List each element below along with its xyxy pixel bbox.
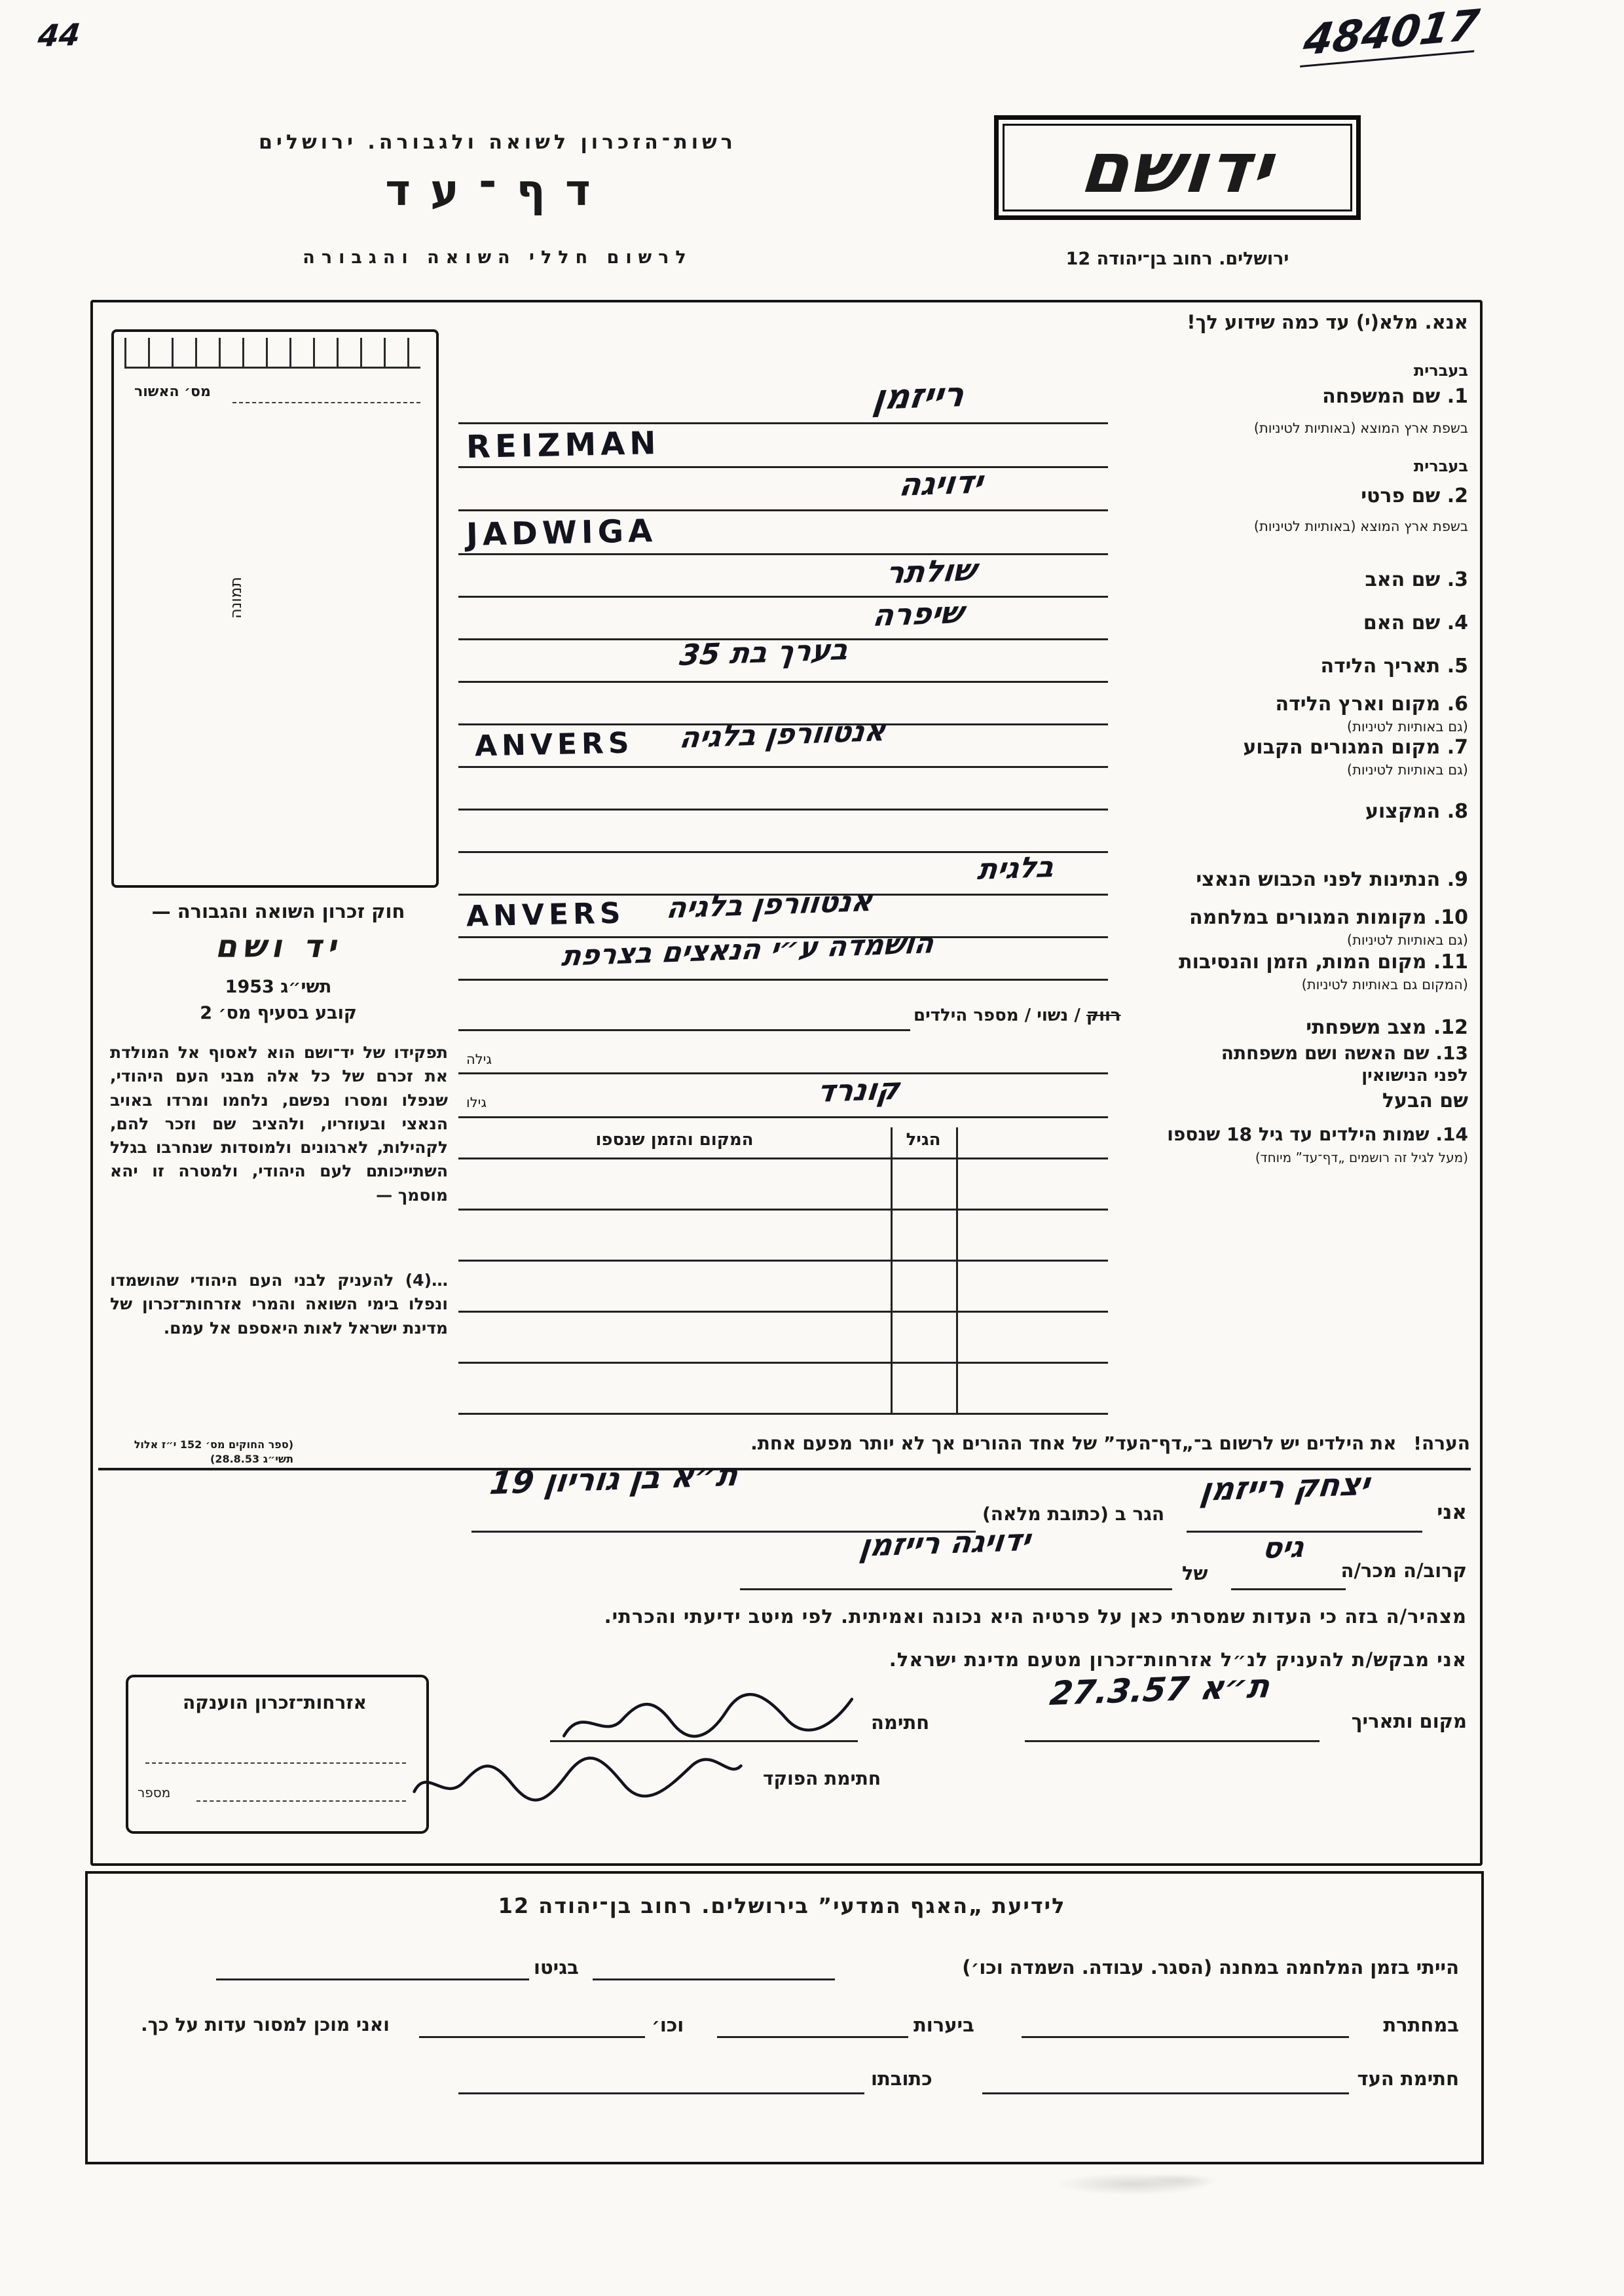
- label-children: 14. שמות הילדים עד גיל 18 שנספו: [1167, 1123, 1468, 1145]
- table-divider-2: [956, 1127, 958, 1413]
- sublabel-first-name: בשפת ארץ המוצא (באותיות לטיניות): [1253, 519, 1468, 534]
- form-subtitle: לרשום חללי השואה והגבורה: [303, 247, 693, 268]
- table-divider-1: [891, 1127, 893, 1413]
- line-wife-name: [458, 1072, 1108, 1074]
- form-title: דף־עד: [385, 165, 610, 215]
- label-death-place: 11. מקום המות, הזמן והנסיבות: [1179, 951, 1468, 974]
- sublabel-children: (מעל לגיל זה רושמים „דף־עד” מיוחד): [1255, 1150, 1468, 1165]
- sublabel-residence: (גם באותיות לטיניות): [1346, 762, 1468, 778]
- etc-line: [419, 2036, 645, 2038]
- label-father-name: 3. שם האב: [1365, 568, 1468, 591]
- residence-heb-value: אנטוורפן בלגיה: [678, 714, 888, 755]
- line-family-name-lat: [458, 466, 1108, 468]
- line-father-name: [458, 596, 1108, 598]
- line-profession: [458, 809, 1108, 811]
- wartime-residence-heb-value: אנטוורפן בלגיה: [665, 884, 875, 925]
- line-birth-date: [458, 681, 1108, 683]
- forests-label: ביערות: [913, 2014, 974, 2036]
- label-hebrew-1: בעברית: [1413, 361, 1468, 380]
- signature-label: חתימה: [871, 1711, 930, 1734]
- line-husband-name: [458, 1116, 1108, 1118]
- sublabel-birth-place: (גם באותיות לטיניות): [1346, 719, 1468, 735]
- option-separator-2: /: [1024, 1006, 1031, 1025]
- family-name-lat-value: REIZMAN: [466, 424, 661, 466]
- tick-marks: [124, 338, 420, 369]
- his-age-label: גילו: [466, 1095, 487, 1110]
- subject-name-line: [740, 1588, 1172, 1590]
- marital-status-options: [913, 1006, 1121, 1025]
- declarant-address-value: ת״א בן גוריון 19: [488, 1456, 741, 1502]
- husband-name-value: קונרד: [815, 1070, 902, 1109]
- mother-name-value: שיפרה: [871, 594, 966, 633]
- camp-label: הייתי בזמן המלחמה במחנה (הסגר. עבודה. השמדה וכו׳): [962, 1956, 1459, 1978]
- relation-line: [1231, 1588, 1346, 1590]
- header-address: ירושלים. רחוב בן־יהודה 12: [1065, 249, 1289, 269]
- label-first-name: 2. שם פרטי: [1361, 484, 1468, 507]
- label-family-name: 1. שם המשפחה: [1322, 385, 1468, 408]
- label-mother-name: 4. שם האם: [1363, 611, 1468, 634]
- first-name-heb-value: ידויגה: [897, 464, 986, 503]
- underground-line: [1022, 2036, 1349, 2038]
- citizenship-request: אני מבקש/ת להעניק לנ״ל אזרחות־זכרון מטעם מדינת ישראל.: [889, 1649, 1467, 1671]
- citizenship-number-label: מספר: [138, 1785, 171, 1800]
- etc-label: וכו׳: [652, 2014, 684, 2036]
- declarant-name-value: יצחק רייזמן: [1198, 1465, 1372, 1508]
- line-first-name-lat: [458, 553, 1108, 555]
- table-line: [458, 1311, 1108, 1313]
- wartime-residence-lat-value: ANVERS: [466, 896, 626, 934]
- birth-date-value: בערך בת 35: [678, 632, 850, 672]
- of-label: של: [1182, 1562, 1208, 1584]
- first-name-lat-value: JADWIGA: [466, 512, 657, 554]
- sublabel-death-place: (המקום גם באותיות לטיניות): [1301, 977, 1468, 993]
- option-separator: /: [1074, 1006, 1080, 1025]
- line-first-name-heb: [458, 509, 1108, 511]
- subject-name-value: ידויגה רייזמן: [858, 1522, 1033, 1563]
- ghetto-label: בגיטו: [534, 1956, 579, 1978]
- logo-text: ידושם: [1077, 127, 1278, 208]
- table-line: [458, 1260, 1108, 1262]
- relation-value: גיס: [1261, 1530, 1306, 1565]
- note-text: את הילדים יש לרשום ב־„דף־העד” של אחד ההורים אך לא יותר מפעם אחת.: [750, 1432, 1397, 1454]
- approval-number-line: [232, 402, 420, 403]
- witness-signature-line: [982, 2092, 1349, 2094]
- relation-label: קרוב/ה מכר/ה: [1340, 1559, 1467, 1582]
- forests-line: [717, 2036, 908, 2038]
- table-line: [458, 1209, 1108, 1211]
- clerk-signature-label: חתימת הפוקד: [763, 1768, 881, 1789]
- table-line: [458, 1413, 1108, 1415]
- residence-lat-value: ANVERS: [474, 726, 635, 763]
- option-single: רווק: [1086, 1006, 1121, 1025]
- yad-vashem-logo: [994, 115, 1361, 220]
- declarant-i-label: אני: [1437, 1501, 1467, 1524]
- label-birth-date: 5. תאריך הלידה: [1320, 655, 1468, 678]
- sublabel-wartime-residence: (גם באותיות לטיניות): [1346, 932, 1468, 948]
- line-residence: [458, 766, 1108, 768]
- table-line: [458, 1362, 1108, 1364]
- family-name-heb-value: רייזמן: [871, 374, 967, 418]
- serial-number-handwritten: 484017: [1300, 1, 1483, 67]
- label-residence: 7. מקום המגורים הקבוע: [1243, 736, 1468, 759]
- underground-label: במחתרת: [1383, 2014, 1459, 2036]
- witness-address-label: כתובתו: [871, 2068, 932, 2090]
- label-marital-status: 12. מצב משפחתי: [1306, 1016, 1468, 1039]
- scan-smudge: [1022, 2168, 1244, 2200]
- label-hebrew-2: בעברית: [1413, 457, 1468, 475]
- declarant-address-label: הגר ב (כתובת מלאה): [982, 1503, 1165, 1525]
- label-wartime-residence: 10. מקומות המגורים במלחמה: [1189, 906, 1468, 929]
- children-note: [458, 1432, 1470, 1454]
- witness-signature-label: חתימת העד: [1357, 2068, 1459, 2090]
- option-children-count: מספר הילדים: [913, 1006, 1019, 1025]
- her-age-label: גילה: [466, 1051, 492, 1067]
- photo-label: תמונה: [227, 577, 245, 619]
- approval-number-label: מס׳ האשור: [134, 384, 211, 400]
- law-logo-text: יד ושם: [215, 928, 342, 965]
- table-header-place-time: המקום והזמן שנספו: [595, 1130, 754, 1150]
- father-name-value: שולתר: [884, 551, 978, 591]
- label-profession: 8. המקצוע: [1365, 800, 1468, 823]
- scientific-branch-title: לידיעת „האגף המדעי” בירושלים. רחוב בן־יהודה 12: [498, 1893, 1066, 1918]
- death-place-value: הושמדה ע״י הנאצים בצרפת: [560, 926, 936, 973]
- citizenship-granted-line-2: [196, 1800, 406, 1802]
- place-date-line: [1025, 1740, 1320, 1742]
- law-footnote: (ספר החוקים מס׳ 152 י״ז אלול תשי״ג 28.8.53): [134, 1438, 293, 1466]
- authority-line: רשות־הזכרון לשואה ולגבורה. ירושלים: [259, 131, 737, 154]
- sublabel-family-name: בשפת ארץ המוצא (באותיות לטיניות): [1253, 420, 1468, 436]
- line-marital-status: [458, 1029, 910, 1031]
- citizenship-granted-line-1: [145, 1762, 406, 1764]
- label-husband-name: שם הבעל: [1382, 1089, 1468, 1112]
- law-section: קובע בסעיף מס׳ 2: [200, 1003, 357, 1023]
- law-year: תשי״ג 1953: [225, 977, 332, 997]
- label-wife-name: 13. שם האשה ושם משפחתה: [1221, 1042, 1468, 1064]
- ready-to-testify-label: ואני מוכן למסור עדות על כך.: [141, 2014, 390, 2035]
- signature-line: [550, 1740, 858, 1742]
- law-title: חוק זכרון השואה והגבורה —: [151, 900, 405, 922]
- declaration-statement: מצהיר/ה בזה כי העדות שמסרתי כאן על פרטיה היא נכונה ואמיתית. לפי מיטב ידיעתי והכרתי.: [604, 1605, 1467, 1628]
- line-death-place: [458, 979, 1108, 981]
- citizenship-granted-title: אזרחות־זכרון הוענקה: [183, 1692, 367, 1713]
- note-lead: הערה!: [1413, 1432, 1470, 1454]
- photo-box: [111, 329, 439, 888]
- ghetto-line: [216, 1978, 529, 1980]
- law-body: תפקידו של יד־ושם הוא לאסוף אל המולדת את זכרם של כל אלה מבני העם היהודי, שנפלו ומסרו נפשם, נלחמו ומרדו באויב הנאצי ובעוזריו, ולהציב שם וזכר להם, לקהילות, לארגונים ולמוסדות שנחרבו בגלל השתייכותם לעם היהודי, ולמטרה זו יהא מוסמך —: [110, 1043, 448, 1205]
- witness-address-line: [458, 2092, 864, 2094]
- place-date-label: מקום ותאריך: [1351, 1710, 1467, 1732]
- pencil-corner-mark: 44: [36, 16, 83, 54]
- fill-instruction: אנא. מלא(י) עד כמה שידוע לך!: [1187, 311, 1468, 333]
- law-clause: …(4) להעניק לבני העם היהודי שהושמדו ונפלו בימי השואה והמרי אזרחות־זכרון של מדינת ישראל לאות היאספם אל עמם.: [110, 1271, 448, 1338]
- label-wife-name-2: לפני הנישואין: [1361, 1066, 1468, 1085]
- line-family-name-heb: [458, 422, 1108, 424]
- label-birth-place: 6. מקום וארץ הלידה: [1275, 693, 1468, 716]
- place-date-value: ת״א 27.3.57: [1048, 1667, 1272, 1713]
- table-header-age: הגיל: [906, 1130, 941, 1150]
- citizenship-value: בלגית: [976, 850, 1056, 886]
- label-citizenship: 9. הנתינות לפני הכבוש הנאצי: [1196, 868, 1468, 891]
- table-line: [458, 1157, 1108, 1159]
- camp-line: [593, 1978, 835, 1980]
- option-married: נשוי: [1037, 1006, 1069, 1025]
